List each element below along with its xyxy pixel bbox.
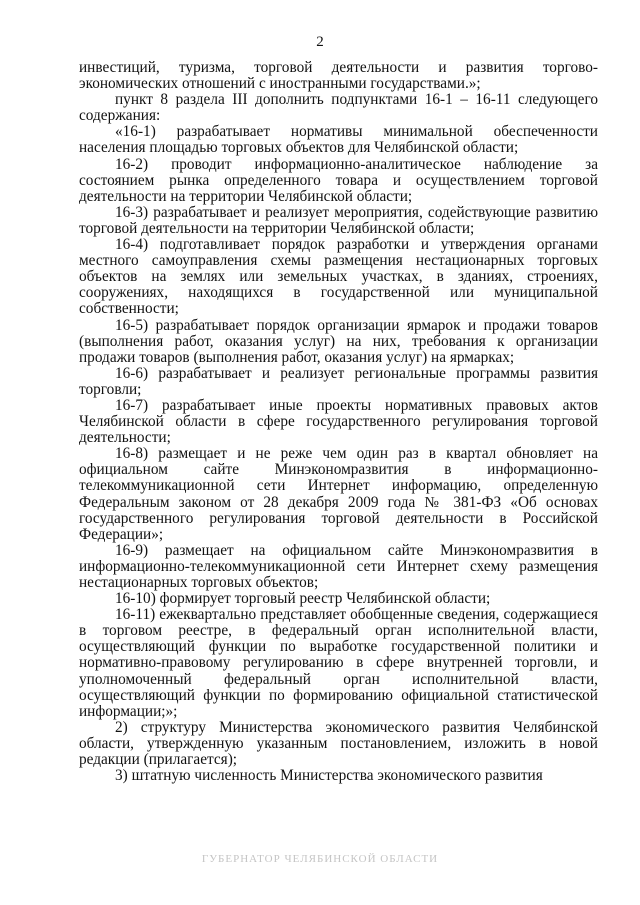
paragraph: инвестиций, туризма, торговой деятельности и развития торгово-экономических отношений с иностранными государствами.»; bbox=[79, 59, 598, 93]
paragraph: 16-11) ежеквартально представляет обобщенные сведения, содержащиеся в торговом реестре, в федеральный орган исполнительной власти, осуществляющий функции по выработке государственной политики и нормативно-правовому регулированию в сфере внутренней торговли, и уполномоченный федеральный орган исполнительной власти, осуществляющий функции по формированию официальной статистической информации;»; bbox=[79, 606, 598, 720]
page-number: 2 bbox=[316, 34, 324, 50]
paragraph: «16-1) разрабатывает нормативы минимальной обеспеченности населения площадью торговых объектов для Челябинской области; bbox=[79, 123, 598, 157]
paragraph: 16-3) разрабатывает и реализует мероприятия, содействующие развитию торговой деятельности на территории Челябинской области; bbox=[79, 203, 598, 237]
paragraph: 16-9) размещает на официальном сайте Минэкономразвития в информационно-телекоммуникационной сети Интернет схему размещения нестационарных торговых объектов; bbox=[79, 541, 598, 591]
paragraph: 16-6) разрабатывает и реализует региональные программы развития торговли; bbox=[79, 364, 598, 398]
paragraph: 16-4) подготавливает порядок разработки и утверждения органами местного самоуправления схемы размещения нестационарных торговых объектов на землях или земельных участках, в зданиях, строениях, сооружениях, находящихся в государственной или муниципальной собственности; bbox=[79, 236, 598, 318]
document-body bbox=[79, 60, 598, 784]
paragraph: пункт 8 раздела III дополнить подпунктами 16-1 – 16-11 следующего содержания: bbox=[79, 91, 598, 125]
paragraph: 16-5) разрабатывает порядок организации ярмарок и продажи товаров (выполнения работ, оказания услуг) на них, требования к организации продажи товаров (выполнения работ, оказания услуг) на ярмарках; bbox=[79, 316, 598, 366]
paragraph: 16-7) разрабатывает иные проекты нормативных правовых актов Челябинской области в сфере государственного регулирования торговой деятельности; bbox=[79, 396, 598, 447]
paragraph: 16-10) формирует торговый реестр Челябинской области; bbox=[115, 590, 491, 608]
paragraph: 16-8) размещает и не реже чем один раз в квартал обновляет на официальном сайте Минэкономразвития в информационно-телекоммуникационной сети Интернет информацию, определенную Федеральным законом от 28 декабря 2009 года № 381-ФЗ «Об основах государственного регулирования торговой деятельности в Российской Федерации»; bbox=[79, 445, 598, 543]
paragraph: 16-2) проводит информационно-аналитическое наблюдение за состоянием рынка определенного товара и осуществлением торговой деятельности на территории Челябинской области; bbox=[79, 155, 598, 205]
paragraph: 2) структуру Министерства экономического развития Челябинской области, утвержденную указанным постановлением, изложить в новой редакции (прилагается); bbox=[79, 718, 598, 769]
footer-watermark: ГУБЕРНАТОР ЧЕЛЯБИНСКОЙ ОБЛАСТИ bbox=[201, 853, 439, 865]
paragraph: 3) штатную численность Министерства экономического развития bbox=[115, 767, 543, 785]
